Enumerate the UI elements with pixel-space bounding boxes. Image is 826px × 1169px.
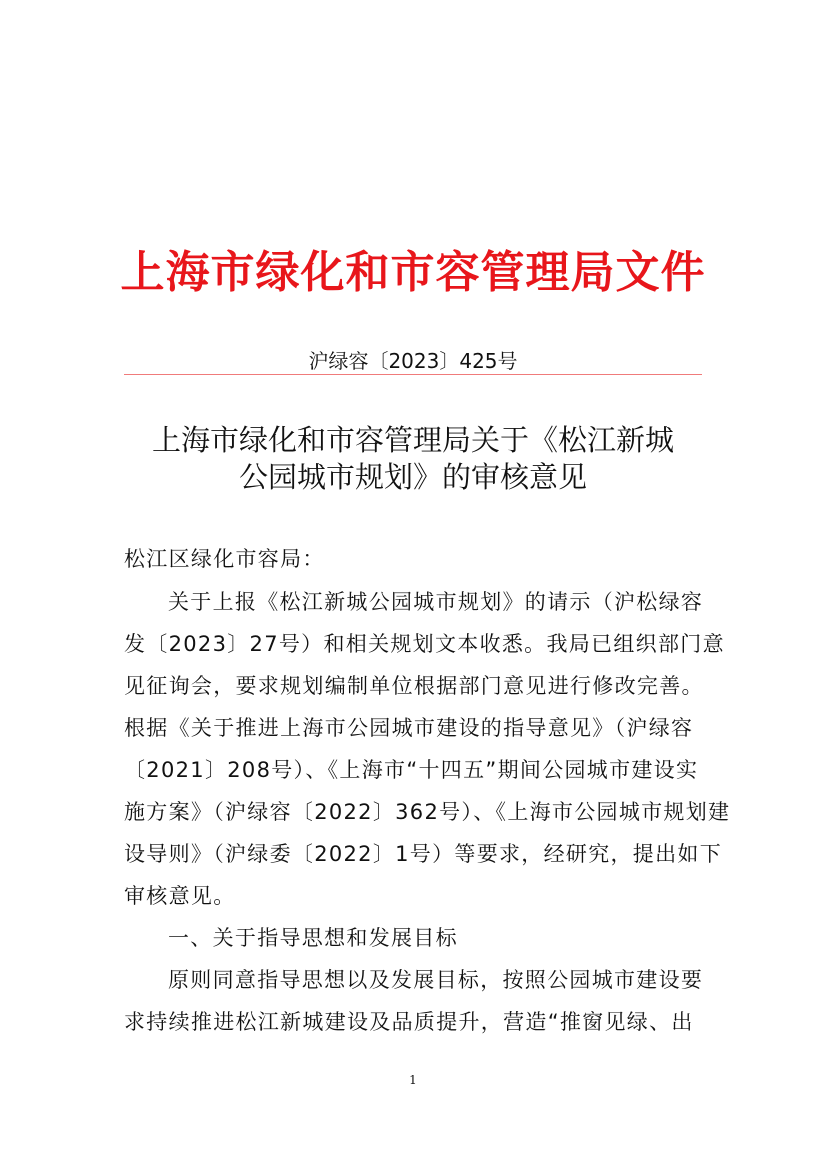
body-line: 关于上报《松江新城公园城市规划》的请示（沪松绿容 (168, 590, 704, 614)
body-line: 发〔2023〕27号）和相关规划文本收悉。我局已组织部门意 (124, 632, 725, 656)
header-divider (124, 374, 702, 375)
page-number: 1 (409, 1073, 417, 1087)
body-line: 设导则》（沪绿委〔2022〕1号）等要求，经研究，提出如下 (124, 842, 723, 866)
body-line: 原则同意指导思想以及发展目标，按照公园城市建设要 (168, 968, 704, 992)
body-line: 施方案》（沪绿容〔2022〕362号）、《上海市公园城市规划建 (124, 800, 731, 824)
body-line: 求持续推进松江新城建设及品质提升，营造“推窗见绿、出 (124, 1010, 694, 1034)
body-line: 根据《关于推进上海市公园城市建设的指导意见》（沪绿容 (124, 716, 694, 740)
section-heading: 一、关于指导思想和发展目标 (168, 926, 458, 950)
body-line: 〔2021〕208号）、《上海市“十四五”期间公园城市建设实 (124, 758, 699, 782)
addressee: 松江区绿化市容局： (124, 547, 325, 571)
body-line: 审核意见。 (124, 884, 236, 908)
document-header-title: 上海市绿化和市容管理局文件 (120, 247, 706, 298)
body-line: 见征询会，要求规划编制单位根据部门意见进行修改完善。 (124, 674, 704, 698)
document-heading-line: 上海市绿化和市容管理局关于《松江新城 (151, 423, 674, 457)
document-heading-line: 公园城市规划》的审核意见 (238, 460, 587, 494)
document-number: 沪绿容〔2023〕425号 (308, 349, 518, 373)
